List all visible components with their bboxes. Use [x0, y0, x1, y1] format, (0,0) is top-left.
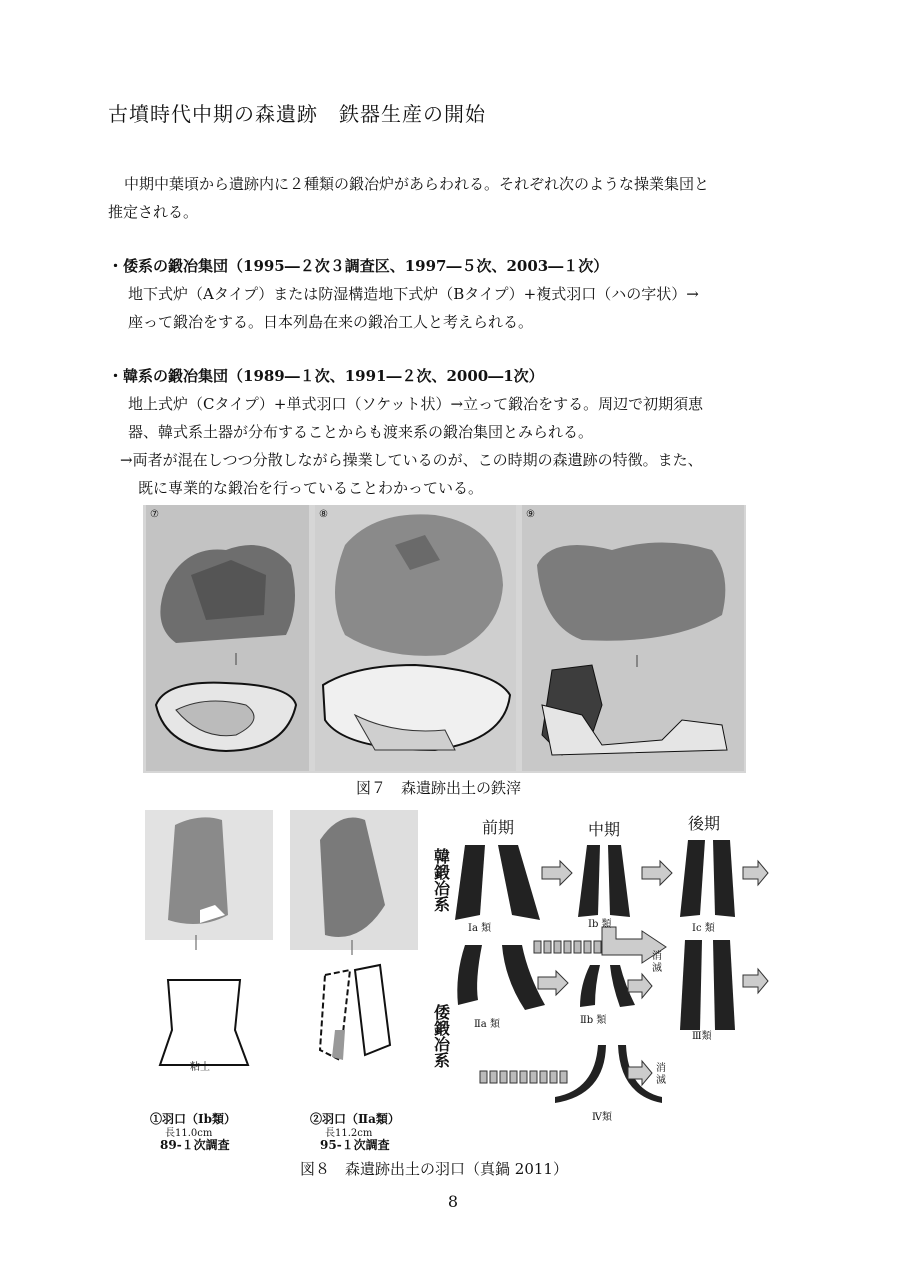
panel-number-9: ⑨	[526, 509, 535, 520]
type-Ic-label: Ⅰc 類	[692, 923, 715, 934]
intro-line-1: 中期中葉頃から遺跡内に２種類の鍛冶炉があらわれる。それぞれ次のような操業集団と	[124, 175, 710, 193]
slag-photo-8	[315, 505, 516, 771]
section-kan-line-3: →両者が混在しつつ分散しながら操業しているのが、この時期の森遺跡の特徴。また、	[120, 451, 703, 469]
tuyere-2-size: 長11.2cm	[325, 1128, 373, 1139]
tuyere-2-label: ②羽口（Ⅱa類）	[310, 1112, 400, 1126]
extinct-label-2: 消滅	[656, 1063, 666, 1086]
section-wa-heading: ・倭系の鍛冶集団（1995―２次３調査区、1997―５次、2003―１次）	[108, 257, 609, 275]
slag-photo-9	[522, 505, 744, 771]
tuyere-illustrations	[140, 805, 430, 1135]
section-kan-heading: ・韓系の鍛冶集団（1989―１次、1991―２次、2000―1次）	[108, 367, 544, 385]
type-III-label: Ⅲ類	[692, 1031, 712, 1042]
panel-number-7: ⑦	[150, 509, 159, 520]
tuyere-1-label: ①羽口（Ⅰb類）	[150, 1112, 237, 1126]
clay-note: 粘土	[190, 1062, 210, 1073]
slag-panel-9	[522, 505, 744, 771]
section-wa-line-1: 地下式炉（Aタイプ）または防湿構造地下式炉（Bタイプ）+複式羽口（ハの字状）→	[128, 285, 699, 303]
period-early: 前期	[482, 818, 515, 837]
type-IV-label: Ⅳ類	[592, 1112, 612, 1123]
type-IIa-label: Ⅱa 類	[474, 1019, 500, 1030]
intro-line-2: 推定される。	[108, 203, 199, 221]
tuyere-2-survey: 95-１次調査	[320, 1138, 390, 1152]
group-wa-label: 倭鍛冶系	[434, 1003, 451, 1070]
group-korean-label: 韓鍛冶系	[434, 847, 451, 914]
figure-8-caption: 図８ 森遺跡出土の羽口（真鍋 2011）	[300, 1160, 568, 1178]
type-IIb-label: Ⅱb 類	[580, 1015, 607, 1026]
type-Ib-label: Ⅰb 類	[588, 919, 612, 930]
panel-number-8: ⑧	[319, 509, 328, 520]
period-late: 後期	[688, 814, 721, 833]
page-number: 8	[447, 1192, 459, 1211]
tuyere-typology-chart	[430, 805, 770, 1135]
tuyere-1-size: 長11.0cm	[165, 1128, 213, 1139]
extinct-label-1: 消滅	[652, 951, 662, 974]
figure-7-caption: 図７ 森遺跡出土の鉄滓	[356, 779, 522, 797]
slag-panel-8	[315, 505, 516, 771]
figure-7-image	[143, 505, 746, 773]
slag-panel-7	[146, 505, 309, 771]
section-kan-line-4: 既に専業的な鍛冶を行っていることわかっている。	[138, 479, 484, 497]
page-title: 古墳時代中期の森遺跡 鉄器生産の開始	[108, 102, 486, 126]
section-wa-line-2: 座って鍛冶をする。日本列島在来の鍛冶工人と考えられる。	[128, 313, 534, 331]
section-kan-line-1: 地上式炉（Cタイプ）+単式羽口（ソケット状）→立って鍛冶をする。周辺で初期須恵	[128, 395, 704, 413]
type-Ia-label: Ⅰa 類	[468, 923, 492, 934]
tuyere-1-survey: 89-１次調査	[160, 1138, 230, 1152]
section-kan-line-2: 器、韓式系土器が分布することからも渡来系の鍛冶集団とみられる。	[128, 423, 594, 441]
slag-photo-7	[146, 505, 309, 771]
period-middle: 中期	[588, 820, 621, 839]
typology-shapes	[430, 805, 770, 1135]
